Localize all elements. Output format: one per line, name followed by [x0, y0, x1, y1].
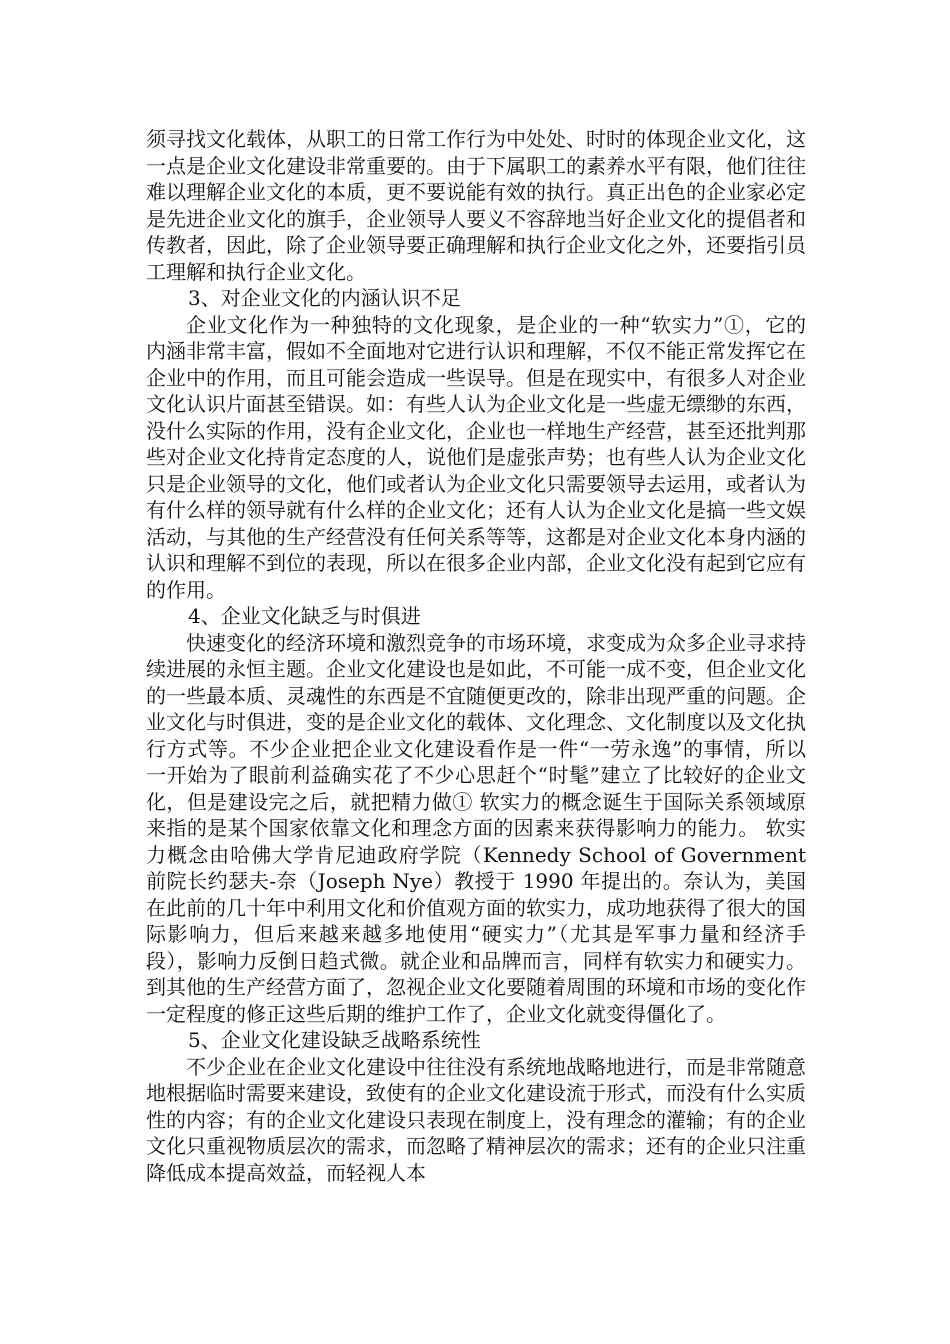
body-paragraph: 企业文化作为一种独特的文化现象，是企业的一种“软实力”①，它的内涵非常丰富，假如不全面地对它进行认识和理解，不仅不能正常发挥它在企业中的作用，而且可能会造成一些误导。但是在现实中，有很多人对企业文化认识片面甚至错误。如：有些人认为企业文化是一些虚无缥缈的东西，没什么实际的作用，没有企业文化，企业也一样地生产经营，甚至还批判那些对企业文化持肯定态度的人，说他们是虚张声势；也有些人认为企业文化只是企业领导的文化，他们或者认为企业文化只需要领导去运用，或者认为有什么样的领导就有什么样的企业文化；还有人认为企业文化是搞一些文娱活动，与其他的生产经营没有任何关系等等，这都是对企业文化本身内涵的认识和理解不到位的表现，所以在很多企业内部，企业文化没有起到它应有的作用。	[146, 312, 806, 602]
section-heading: 3、对企业文化的内涵认识不足	[188, 286, 461, 310]
section-heading: 5、企业文化建设缺乏战略系统性	[188, 1028, 481, 1052]
body-paragraph: 快速变化的经济环境和激烈竞争的市场环境，求变成为众多企业寻求持续进展的永恒主题。企业文化建设也是如此，不可能一成不变，但企业文化的一些最本质、灵魂性的东西是不宜随便更改的，除非出现严重的问题。企业文化与时俱进，变的是企业文化的载体、文化理念、文化制度以及文化执行方式等。不少企业把企业文化建设看作是一件“一劳永逸”的事情，所以一开始为了眼前利益确实花了不少心思赶个“时髦”建立了比较好的企业文化，但是建设完之后，就把精力做① 软实力的概念诞生于国际关系领域原来指的是某个国家依靠文化和理念方面的因素来获得影响力的能力。 软实力概念由哈佛大学肯尼迪政府学院（Kennedy School of Government 前院长约瑟夫-奈（Joseph Nye）教授于 1990 年提出的。奈认为，美国在此前的几十年中利用文化和价值观方面的软实力，成功地获得了很大的国际影响力，但后来越来越多地使用“硬实力”（尤其是军事力量和经济手段），影响力反倒日趋式微。就企业和品牌而言，同样有软实力和硬实力。到其他的生产经营方面了，忽视企业文化要随着周围的环境和市场的变化作一定程度的修正这些后期的维护工作了，企业文化就变得僵化了。	[146, 630, 806, 1026]
section-heading: 4、企业文化缺乏与时俱进	[188, 604, 421, 628]
document-page	[146, 126, 806, 1186]
body-paragraph: 须寻找文化载体，从职工的日常工作行为中处处、时时的体现企业文化，这一点是企业文化建设非常重要的。由于下属职工的素养水平有限，他们往往难以理解企业文化的本质，更不要说能有效的执行。真正出色的企业家必定是先进企业文化的旗手，企业领导人要义不容辞地当好企业文化的提倡者和传教者，因此，除了企业领导要正确理解和执行企业文化之外，还要指引员工理解和执行企业文化。	[146, 127, 806, 284]
body-paragraph: 不少企业在企业文化建设中往往没有系统地战略地进行，而是非常随意地根据临时需要来建设，致使有的企业文化建设流于形式，而没有什么实质性的内容；有的企业文化建设只表现在制度上，没有理念的灌输；有的企业文化只重视物质层次的需求，而忽略了精神层次的需求；还有的企业只注重降低成本提高效益，而轻视人本	[146, 1054, 806, 1185]
